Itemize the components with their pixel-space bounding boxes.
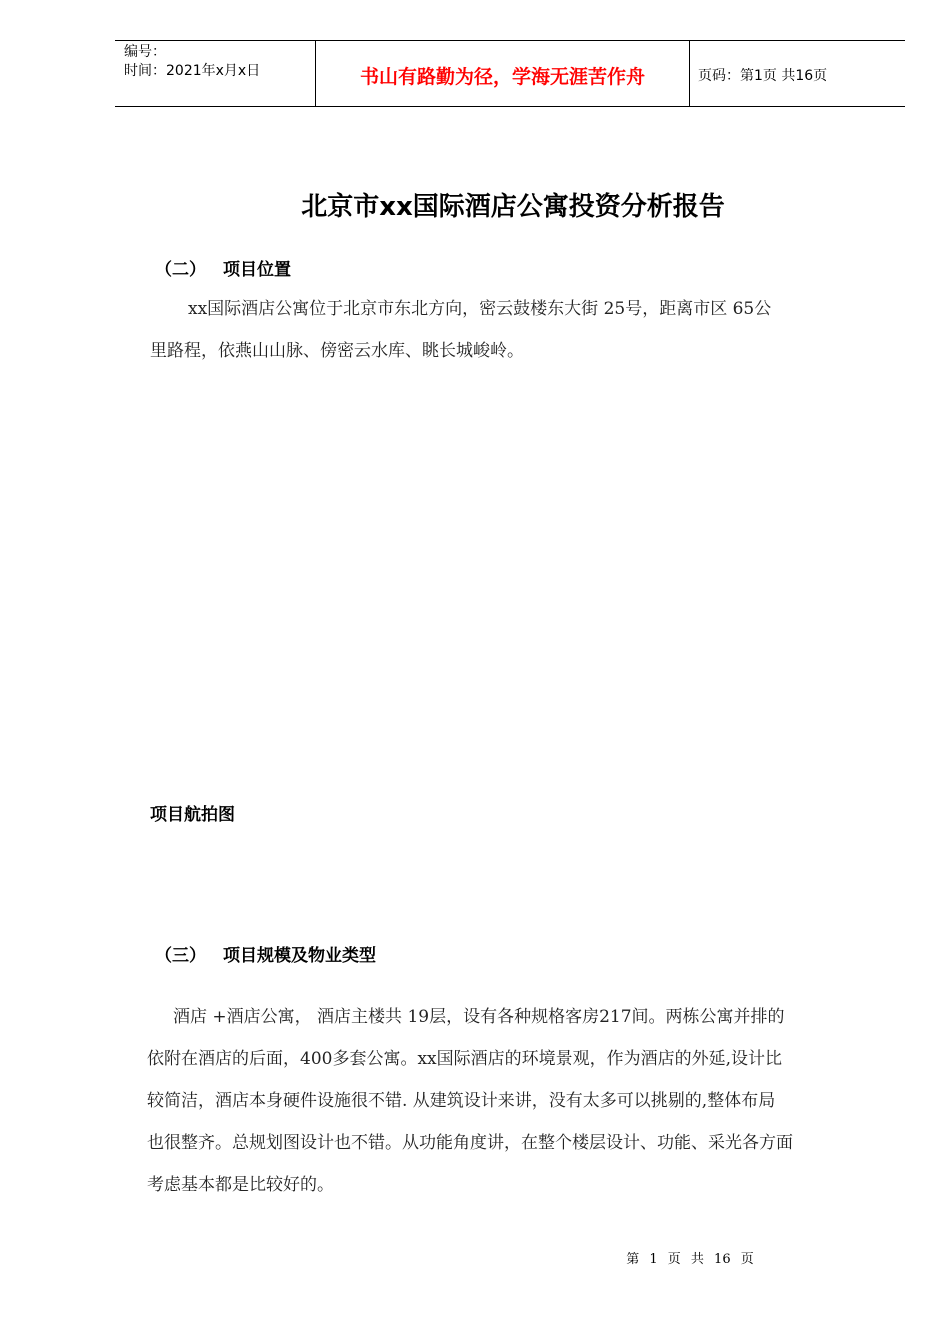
paragraph-line: 里路程，依燕山山脉、傍密云水库、眺长城峻岭。 xyxy=(150,341,524,361)
document-date-label: 时间：2021年x月x日 xyxy=(124,63,261,79)
paragraph-line: 较简洁，酒店本身硬件设施很不错. 从建筑设计来讲，没有太多可以挑剔的,整体布局 xyxy=(147,1091,776,1111)
section-title: 项目规模及物业类型 xyxy=(223,946,376,966)
section-number: （三） xyxy=(155,946,206,966)
section-title: 项目位置 xyxy=(223,260,291,280)
paragraph-line: 也很整齐。总规划图设计也不错。从功能角度讲，在整个楼层设计、功能、采光各方面 xyxy=(147,1133,793,1153)
paragraph-location xyxy=(150,294,870,374)
header-meta-cell xyxy=(115,41,316,106)
header-motto: 书山有路勤为径，学海无涯苦作舟 xyxy=(316,41,690,106)
section-heading-location xyxy=(155,255,291,280)
paragraph-line: xx国际酒店公寓位于北京市东北方向，密云鼓楼东大街 25号，距离市区 65公 xyxy=(188,299,772,319)
document-number-label: 编号： xyxy=(124,44,166,60)
section-heading-scale xyxy=(155,941,376,966)
document-header-table xyxy=(115,40,905,107)
paragraph-line: 依附在酒店的后面，400多套公寓。xx国际酒店的环境景观，作为酒店的外延,设计比 xyxy=(147,1049,783,1069)
page-footer: 第 1 页 共 16 页 xyxy=(626,1252,754,1267)
paragraph-line: 酒店 +酒店公寓， 酒店主楼共 19层，设有各种规格客房217间。两栋公寓并排的 xyxy=(173,1007,785,1027)
document-title: 北京市xx国际酒店公寓投资分析报告 xyxy=(301,192,725,222)
paragraph-scale xyxy=(147,1002,887,1202)
header-page-info: 页码：第1页 共16页 xyxy=(698,67,828,84)
section-number: （二） xyxy=(155,260,206,280)
aerial-photo-heading: 项目航拍图 xyxy=(150,805,235,825)
paragraph-line: 考虑基本都是比较好的。 xyxy=(147,1175,334,1195)
